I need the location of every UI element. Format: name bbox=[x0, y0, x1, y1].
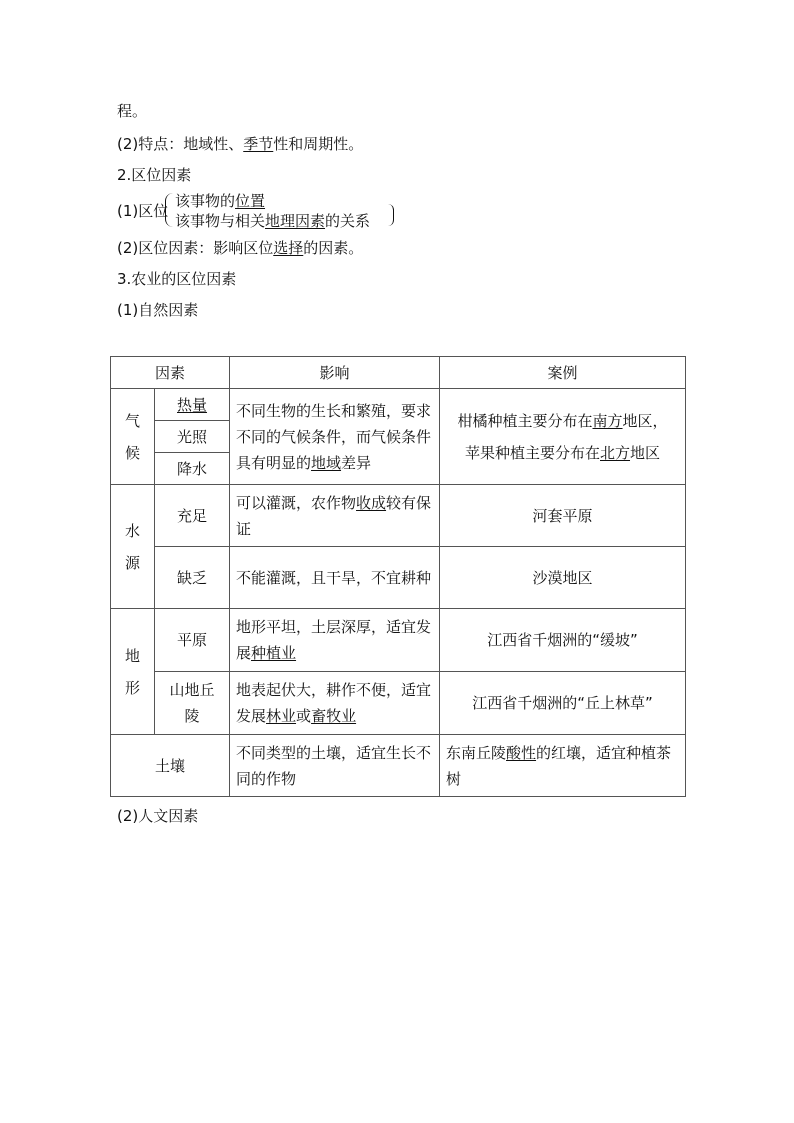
hills-case: 江西省千烟洲的“丘上林草” bbox=[440, 672, 686, 735]
brace-line-1-text: 该事物的 bbox=[175, 192, 236, 210]
header-factor: 因素 bbox=[111, 357, 230, 389]
group-climate bbox=[111, 389, 155, 485]
subheading-natural-factors bbox=[117, 300, 198, 320]
subheading-text: (2)人文因素 bbox=[117, 807, 199, 825]
hills-effect-c: 或 bbox=[296, 707, 312, 725]
water-lacking-effect: 不能灌溉，且干旱，不宜耕种 bbox=[230, 547, 440, 609]
factor-plain: 平原 bbox=[155, 609, 230, 672]
text-line-1 bbox=[117, 101, 147, 121]
text-line-5 bbox=[117, 238, 363, 258]
plain-effect bbox=[230, 609, 440, 672]
brace-line-2-text-c: 的关系 bbox=[325, 212, 371, 230]
table-row bbox=[111, 735, 686, 797]
factor-hills-text: 山地丘陵 bbox=[169, 681, 215, 725]
brace-line-1 bbox=[175, 191, 265, 211]
factor-light: 光照 bbox=[155, 421, 230, 453]
group-water-label: 水源 bbox=[124, 521, 140, 572]
brace-line-2-text-a: 该事物与相关 bbox=[175, 212, 266, 230]
subheading-text: (1)自然因素 bbox=[117, 301, 199, 319]
table-row bbox=[111, 485, 686, 547]
water-effect-answer: 收成 bbox=[356, 493, 387, 512]
brace-line-2-answer: 地理因素 bbox=[265, 212, 326, 230]
soil-effect: 不同类型的土壤，适宜生长不同的作物 bbox=[230, 735, 440, 797]
natural-factors-table bbox=[110, 356, 686, 797]
line2-blank-answer: 季节 bbox=[243, 135, 274, 153]
water-effect-a: 可以灌溉，农作物 bbox=[236, 493, 357, 512]
table-header-row bbox=[111, 357, 686, 389]
text-line-2 bbox=[117, 134, 363, 154]
climate-case-f: 地区 bbox=[630, 443, 661, 462]
plain-effect-answer: 种植业 bbox=[251, 644, 297, 662]
climate-case-a: 柑橘种植主要分布在 bbox=[457, 411, 593, 430]
line2-text-c: 性和周期性。 bbox=[273, 135, 364, 153]
climate-case-answer-north: 北方 bbox=[600, 443, 631, 462]
plain-effect-a: 地形平坦，土层深厚，适宜发展 bbox=[236, 618, 432, 662]
water-effect-c: 较有保证 bbox=[236, 493, 432, 538]
climate-case bbox=[440, 389, 686, 485]
climate-effect-answer: 地域 bbox=[311, 453, 342, 472]
table-row bbox=[111, 547, 686, 609]
factor-hills bbox=[155, 672, 230, 735]
factor-heat-text: 热量 bbox=[177, 395, 208, 414]
subheading-human-factors bbox=[117, 806, 198, 826]
line1-text: 程。 bbox=[117, 102, 148, 120]
table-row bbox=[111, 672, 686, 735]
hills-effect bbox=[230, 672, 440, 735]
soil-case-a: 东南丘陵 bbox=[446, 743, 507, 762]
soil-case-c: 的红壤，适宜种植茶树 bbox=[446, 743, 672, 788]
factor-water-lacking: 缺乏 bbox=[155, 547, 230, 609]
left-brace bbox=[165, 193, 174, 227]
table-row bbox=[111, 609, 686, 672]
climate-effect-text-a: 不同生物的生长和繁殖，要求不同的气候条件，而气候条件具有明显的 bbox=[236, 401, 432, 472]
right-paren bbox=[387, 204, 394, 226]
factor-heat bbox=[155, 389, 230, 421]
group-terrain bbox=[111, 609, 155, 735]
group-water bbox=[111, 485, 155, 609]
group-terrain-label: 地形 bbox=[124, 646, 140, 697]
line5-text-c: 的因素。 bbox=[303, 239, 364, 257]
water-sufficient-effect bbox=[230, 485, 440, 547]
header-case: 案例 bbox=[440, 357, 686, 389]
water-sufficient-case: 河套平原 bbox=[440, 485, 686, 547]
line5-blank-answer: 选择 bbox=[273, 239, 304, 257]
table-row bbox=[111, 389, 686, 421]
hills-effect-answer-livestock: 畜牧业 bbox=[311, 707, 357, 725]
hills-effect-answer-forestry: 林业 bbox=[266, 707, 297, 725]
brace-line-1-answer: 位置 bbox=[235, 192, 266, 210]
factor-precipitation: 降水 bbox=[155, 453, 230, 485]
section-heading-location-factors bbox=[117, 165, 191, 185]
water-lacking-case: 沙漠地区 bbox=[440, 547, 686, 609]
climate-case-d: 苹果种植主要分布在 bbox=[464, 443, 600, 462]
climate-case-answer-south: 南方 bbox=[592, 411, 623, 430]
line5-text-a: (2)区位因素：影响区位 bbox=[117, 239, 274, 257]
heading-text: 2.区位因素 bbox=[117, 166, 192, 184]
hills-effect-a: 地表起伏大，耕作不便，适宜发展 bbox=[236, 681, 432, 725]
soil-case bbox=[440, 735, 686, 797]
header-effect: 影响 bbox=[230, 357, 440, 389]
location-label: (1)区位 bbox=[117, 202, 169, 220]
brace-line-2 bbox=[175, 211, 370, 231]
group-climate-label: 气候 bbox=[124, 411, 140, 462]
climate-case-c: 地区， bbox=[622, 411, 668, 430]
soil-case-answer: 酸性 bbox=[506, 743, 537, 762]
climate-effect-text-c: 差异 bbox=[341, 453, 372, 472]
section-heading-agriculture-factors bbox=[117, 269, 236, 289]
climate-effect bbox=[230, 389, 440, 485]
plain-case: 江西省千烟洲的“缓坡” bbox=[440, 609, 686, 672]
factor-soil: 土壤 bbox=[111, 735, 230, 797]
line2-text-a: (2)特点：地域性、 bbox=[117, 135, 244, 153]
heading-text: 3.农业的区位因素 bbox=[117, 270, 237, 288]
factor-water-sufficient: 充足 bbox=[155, 485, 230, 547]
